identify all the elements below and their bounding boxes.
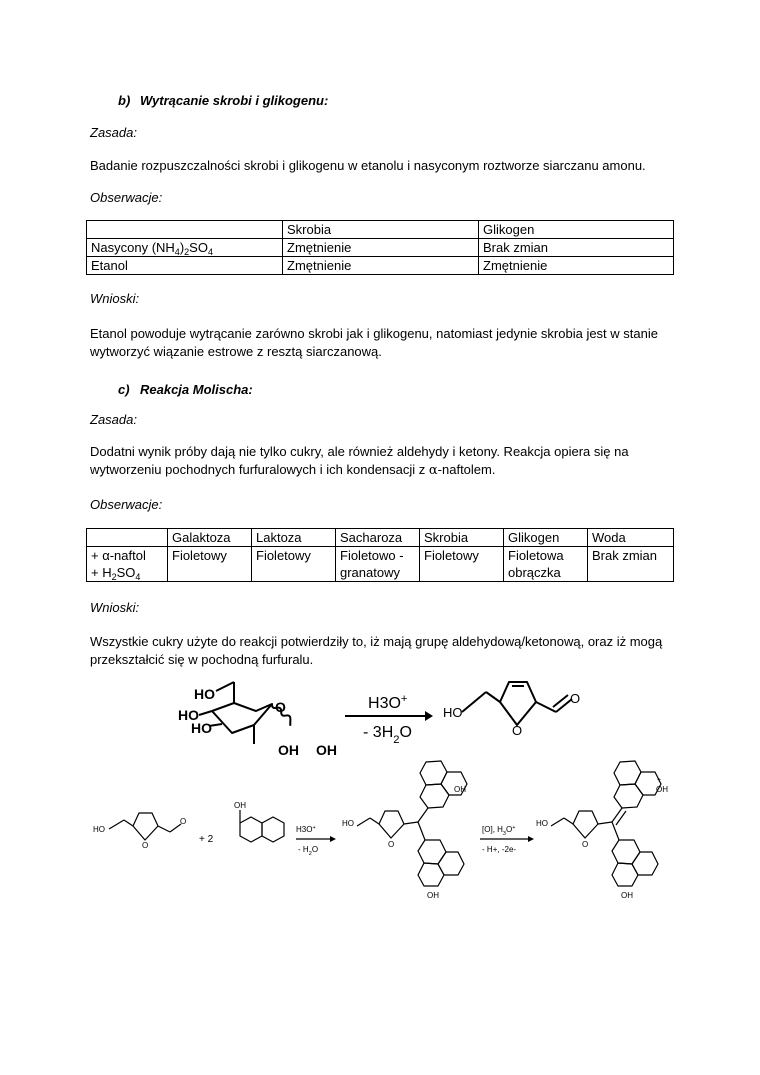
atom-label: HO	[536, 819, 548, 828]
int-bridge-bond	[404, 822, 418, 824]
furan-ring-1	[500, 682, 536, 725]
arrow-1-reagent-top: H3O+	[368, 693, 408, 712]
prod-ch2-bond	[551, 818, 564, 826]
naphthol-ring-a	[240, 817, 262, 842]
reagent-sulfuric-acid: + $H_2SO_4$	[91, 565, 141, 582]
arrow-3-reagent-bottom: - H+, -2e-	[482, 845, 517, 854]
atom-label: OH	[234, 801, 246, 810]
table-cell: Zmętnienie	[283, 239, 479, 257]
hmf-ch2-ring-bond	[486, 692, 500, 702]
int-upper-ring-a	[420, 784, 449, 808]
section-b-obserwacje-label: Obserwacje:	[90, 190, 163, 205]
arrow-2-reagent-top: H3O+	[296, 825, 316, 834]
int-ring-bond	[370, 818, 379, 824]
int-ch2-bond	[357, 818, 370, 826]
table-header-cell: Sacharoza	[336, 529, 420, 547]
hmf2-cho-bond	[158, 826, 170, 832]
table-header-cell: Galaktoza	[168, 529, 252, 547]
section-c-title: Reakcja Molischa:	[140, 382, 253, 397]
table-cell: Fioletowy	[252, 547, 336, 582]
alpha-symbol: α	[428, 463, 438, 478]
atom-label: O	[142, 841, 149, 850]
table-header-cell: Skrobia	[283, 221, 479, 239]
zasada-text-part-1: Dodatni wynik próby dają nie tylko cukry, ale również aldehydy i ketony. Reakcja opiera się na wytworzeniu pochodnych furfuralowych i ich kondensacji z	[90, 444, 629, 477]
furan-ring-3	[379, 811, 404, 838]
arrowhead-3	[528, 836, 534, 842]
atom-label: O	[388, 840, 395, 849]
c4-oh-bond	[199, 711, 212, 715]
atom-label: HO	[342, 819, 354, 828]
prod-lower-ring-c	[632, 852, 658, 875]
row-label-ethanol: Etanol	[87, 257, 283, 275]
section-b-wnioski-label: Wnioski:	[90, 291, 140, 306]
table-header-cell: Glikogen	[504, 529, 588, 547]
atom-label-hmf-ring-o: O	[512, 723, 523, 738]
atom-label-ho-c4: HO	[178, 707, 199, 723]
prod-lower-ring-a	[612, 840, 640, 864]
atom-label: OH	[454, 785, 466, 794]
table-header-cell: Skrobia	[420, 529, 504, 547]
c6-bond	[216, 682, 234, 691]
table-header-cell: Glikogen	[479, 221, 674, 239]
prod-ring-bond	[564, 818, 573, 824]
atom-label: OH	[656, 785, 668, 794]
prod-upper-double-bond-2	[616, 811, 626, 825]
section-c-zasada-label: Zasada:	[90, 412, 137, 427]
section-b-zasada-text: Badanie rozpuszczalności skrobi i glikogenu w etanolu i nasyconym roztworze siarczanu amonu.	[90, 158, 646, 173]
table-cell: Fioletowy	[420, 547, 504, 582]
atom-label-oh-c2: OH	[278, 742, 299, 758]
table-cell: Fioletowo - granatowy	[336, 547, 420, 582]
int-upper-aryl-bond	[418, 808, 428, 822]
arrow-3-reagent-top: [O], $H_3O^+$	[482, 825, 516, 837]
int-lower-ring-b	[418, 863, 444, 886]
int-lower-ring-a	[418, 840, 446, 864]
hmf2-ring-bond	[124, 820, 133, 826]
int-lower-ring-c	[438, 852, 464, 875]
prod-upper-double-bond	[612, 808, 622, 822]
hmf2-ch2-bond	[109, 820, 124, 829]
reagent-naphthol: + α-naftol	[91, 548, 146, 563]
prod-lower-aryl-bond	[612, 822, 619, 840]
hmf-ch2-bond	[462, 692, 486, 712]
coefficient-two: + 2	[199, 834, 214, 845]
table-cell: Brak zmian	[588, 547, 674, 582]
table-cell: Brak zmian	[479, 239, 674, 257]
arrowhead-2	[330, 836, 336, 842]
arrowhead-1	[425, 711, 433, 721]
table-cell: Zmętnienie	[479, 257, 674, 275]
section-b-zasada-label: Zasada:	[90, 125, 137, 140]
pyranose-ring	[212, 703, 272, 733]
furan-ring-2	[133, 813, 158, 840]
table-cell: Zmętnienie	[283, 257, 479, 275]
prod-lower-ring-b	[612, 863, 638, 886]
table-header-cell: Laktoza	[252, 529, 336, 547]
section-c-wnioski-text: Wszystkie cukry użyte do reakcji potwierdziły to, iż mają grupę aldehydową/ketonową, oraz iż mogą przekształcić się w pochodną furfuralu.	[90, 634, 663, 667]
section-c-label: c)	[118, 382, 130, 397]
atom-label: HO	[93, 825, 105, 834]
section-c-obserwacje-label: Obserwacje:	[90, 497, 163, 512]
atom-label: OH	[427, 891, 439, 900]
atom-label: OH	[621, 891, 633, 900]
section-b-label: b)	[118, 93, 131, 108]
table-cell: Fioletowa obrączka	[504, 547, 588, 582]
atom-label-ring-o: O	[275, 699, 286, 715]
atom-label-hmf-ho: HO	[443, 705, 463, 720]
atom-label: O	[180, 817, 187, 826]
section-b-title: Wytrącanie skrobi i glikogenu:	[140, 93, 329, 108]
int-lower-aryl-bond	[418, 822, 425, 840]
zasada-text-part-2: -naftolem.	[437, 462, 496, 477]
furan-ring-4	[573, 811, 598, 838]
arrow-1-reagent-bottom: - $3H_2O$	[363, 724, 412, 746]
prod-upper-ring-a	[614, 784, 643, 808]
arrow-2-reagent-bottom: - $H_2O$	[298, 845, 319, 857]
atom-label: O	[582, 840, 589, 849]
naphthol-ring-b	[262, 817, 284, 842]
prod-bridge-bond	[598, 822, 612, 824]
atom-label-oh-c1: OH	[316, 742, 337, 758]
atom-label-ho-c3: HO	[191, 720, 212, 736]
table-header-cell: Woda	[588, 529, 674, 547]
atom-label-ho-c6: HO	[194, 686, 215, 702]
cation-charge: +	[657, 777, 662, 784]
row-label-text: Nasycony $(NH_4)_2SO_4$	[91, 240, 213, 257]
section-b-wnioski-text: Etanol powoduje wytrącanie zarówno skrobi jak i glikogenu, natomiast jedynie skrobia jest w stanie wytworzyć wiązanie estrowe z resztą siarczanową.	[90, 326, 658, 359]
atom-label-hmf-aldehyde-o: O	[570, 691, 581, 706]
section-c-wnioski-label: Wnioski:	[90, 600, 140, 615]
table-cell: Fioletowy	[168, 547, 252, 582]
